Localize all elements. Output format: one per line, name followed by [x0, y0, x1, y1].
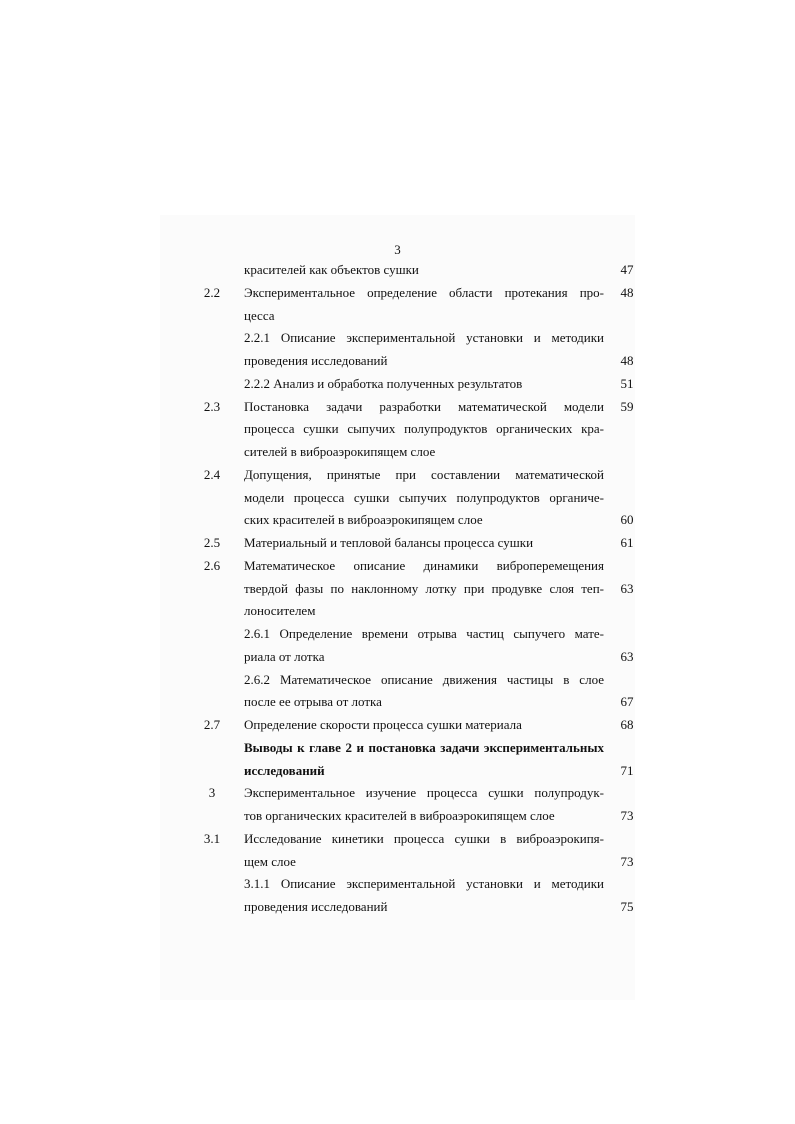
toc-title-line: модели процесса сушки сыпучих полупродуктов органиче- — [244, 489, 604, 505]
toc-title-line: Постановка задачи разработки математической модели — [244, 398, 604, 414]
toc-row — [160, 509, 640, 532]
toc-row — [160, 441, 640, 464]
toc-section-number: 2.4 — [203, 466, 221, 482]
toc-section-number: 2.2 — [203, 284, 221, 300]
toc-page-number: 67 — [620, 694, 634, 710]
toc-title-line: Математическое описание динамики виброперемещения — [244, 557, 604, 573]
toc-row — [160, 873, 640, 896]
toc-title-line: твердой фазы по наклонному лотку при продувке слоя теп- — [244, 580, 604, 596]
toc-entry — [160, 669, 640, 715]
toc-title-line: 2.2.1 Описание экспериментальной установки и методики — [244, 330, 604, 346]
toc-title-line: сителей в виброаэрокипящем слое — [244, 444, 436, 459]
toc-title-line: красителей как объектов сушки — [244, 262, 419, 277]
toc-row — [160, 373, 640, 396]
toc-page-number: 47 — [620, 262, 634, 277]
toc-entry — [160, 282, 640, 328]
toc-title-line: риала от лотка — [244, 648, 325, 664]
toc-entry — [160, 259, 640, 282]
toc-title-line: Допущения, принятые при составлении математической — [244, 466, 604, 482]
toc-row — [160, 259, 640, 282]
toc-row — [160, 805, 640, 828]
toc-entry — [160, 782, 640, 828]
toc-section-number: 2.6 — [203, 557, 221, 573]
toc-page-number: 73 — [620, 808, 634, 823]
toc-entry — [160, 623, 640, 669]
toc-title-line: Экспериментальное изучение процесса сушки полупродук- — [244, 785, 604, 801]
toc-row — [160, 782, 640, 805]
toc-page-number: 71 — [620, 762, 634, 778]
toc-row — [160, 714, 640, 737]
toc-row — [160, 760, 640, 783]
toc-row — [160, 578, 640, 601]
toc-page-number: 63 — [620, 580, 634, 596]
toc-page-number: 63 — [620, 648, 634, 664]
toc-title-line: 2.6.2 Математическое описание движения частицы в слое — [244, 671, 604, 687]
toc-row — [160, 396, 640, 419]
toc-page-number: 60 — [620, 512, 634, 528]
toc-entry — [160, 396, 640, 464]
toc-row — [160, 896, 640, 919]
toc-entry — [160, 828, 640, 874]
toc-title-line: проведения исследований — [244, 353, 388, 368]
toc-section-number: 2.3 — [203, 398, 221, 414]
toc-entry — [160, 737, 640, 783]
toc-row — [160, 851, 640, 874]
toc-row — [160, 327, 640, 350]
toc-page-number: 48 — [620, 284, 634, 300]
toc-page-number: 51 — [620, 375, 634, 391]
toc-page-number: 48 — [620, 353, 634, 368]
toc-row — [160, 828, 640, 851]
toc-row — [160, 464, 640, 487]
toc-title-line: 2.6.1 Определение времени отрыва частиц сыпучего мате- — [244, 626, 604, 641]
toc-title-line: цесса — [244, 307, 275, 323]
toc-row — [160, 350, 640, 373]
toc-row — [160, 691, 640, 714]
toc-page-number: 75 — [620, 899, 634, 914]
toc-row — [160, 282, 640, 305]
toc-row — [160, 305, 640, 328]
toc-row — [160, 623, 640, 646]
toc-section-number: 2.5 — [203, 535, 221, 550]
toc-entry — [160, 464, 640, 532]
toc-title-line: ских красителей в виброаэрокипящем слое — [244, 512, 483, 528]
toc-title-line: Определение скорости процесса сушки материала — [244, 717, 522, 732]
toc-page-number: 59 — [620, 398, 634, 414]
toc-title-line: проведения исследований — [244, 899, 388, 914]
toc-row — [160, 646, 640, 669]
toc-row — [160, 600, 640, 623]
toc-row — [160, 532, 640, 555]
toc-title-line: после ее отрыва от лотка — [244, 694, 382, 710]
toc-section-number: 3 — [208, 785, 216, 801]
toc-entry — [160, 555, 640, 623]
toc-entry — [160, 873, 640, 919]
toc-title-line: 2.2.2 Анализ и обработка полученных результатов — [244, 375, 523, 391]
toc-title-line: Материальный и тепловой балансы процесса сушки — [244, 535, 534, 550]
toc-title-line: Выводы к главе 2 и постановка задачи экспериментальных — [244, 739, 604, 755]
toc-entry — [160, 373, 640, 396]
toc-row — [160, 737, 640, 760]
toc-entry — [160, 532, 640, 555]
toc-title-line: исследований — [244, 762, 325, 778]
toc-page-number: 73 — [620, 853, 634, 869]
toc-row — [160, 418, 640, 441]
toc-entry — [160, 327, 640, 373]
toc-row — [160, 555, 640, 578]
toc-title-line: лоносителем — [244, 603, 316, 619]
toc-row — [160, 669, 640, 692]
toc-entry — [160, 714, 640, 737]
table-of-contents — [160, 259, 640, 919]
toc-page-number: 68 — [620, 717, 634, 732]
toc-page-number: 61 — [620, 535, 634, 550]
toc-title-line: Экспериментальное определение области протекания про- — [244, 284, 604, 300]
toc-title-line: процесса сушки сыпучих полупродуктов органических кра- — [244, 421, 604, 437]
toc-title-line: Исследование кинетики процесса сушки в виброаэрокипя- — [244, 830, 604, 846]
toc-title-line: 3.1.1 Описание экспериментальной установки и методики — [244, 876, 604, 892]
toc-title-line: щем слое — [244, 853, 296, 869]
toc-title-line: тов органических красителей в виброаэрокипящем слое — [244, 808, 555, 823]
toc-section-number: 2.7 — [203, 717, 221, 732]
page-number: 3 — [394, 242, 401, 257]
toc-section-number: 3.1 — [203, 830, 221, 846]
toc-row — [160, 487, 640, 510]
